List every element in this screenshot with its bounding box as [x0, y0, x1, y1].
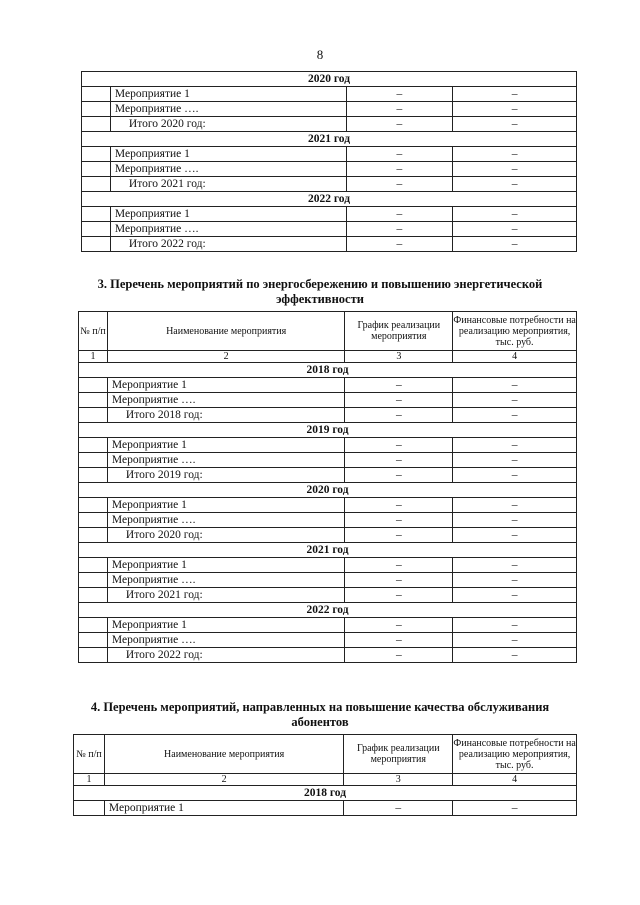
table-cell: Мероприятие ….: [107, 633, 344, 648]
table-row: [82, 87, 577, 102]
column-numbers-row: [74, 774, 577, 786]
table-cell: –: [345, 513, 453, 528]
section4-title: [0, 700, 640, 730]
table-cell: 2021 год: [82, 132, 577, 147]
table-row: [82, 147, 577, 162]
table-cell: 2021 год: [79, 543, 577, 558]
empty-cell: [79, 618, 108, 633]
table-cell: –: [345, 528, 453, 543]
total-row: [82, 177, 577, 192]
table-cell: Мероприятие 1: [107, 438, 344, 453]
table-cell: Итого 2022 год:: [110, 237, 346, 252]
table-cell: –: [453, 513, 577, 528]
table-cell: –: [453, 162, 577, 177]
table-cell: Мероприятие 1: [107, 498, 344, 513]
table-cell: –: [453, 528, 577, 543]
total-row: [79, 408, 577, 423]
year-row: [82, 192, 577, 207]
page-number: 8: [316, 47, 324, 62]
table-cell: –: [346, 117, 453, 132]
table-cell: –: [453, 498, 577, 513]
table-row: [79, 498, 577, 513]
section3-table: [78, 311, 577, 663]
col-header-schedule: График реализации мероприятия: [344, 735, 453, 774]
table-cell: Мероприятие 1: [110, 147, 346, 162]
year-row: [79, 603, 577, 618]
table-cell: Итого 2019 год:: [107, 468, 344, 483]
col-header-finance: Финансовые потребности на реализацию мероприятия, тыс. руб.: [453, 735, 577, 774]
empty-cell: [79, 438, 108, 453]
table-cell: –: [453, 378, 577, 393]
empty-cell: [82, 207, 111, 222]
empty-cell: [79, 573, 108, 588]
table-cell: –: [453, 618, 577, 633]
table-cell: Мероприятие ….: [110, 102, 346, 117]
table-cell: –: [346, 237, 453, 252]
table-cell: Мероприятие 1: [110, 87, 346, 102]
table-cell: –: [453, 393, 577, 408]
table-cell: 2: [104, 774, 343, 786]
table-cell: –: [453, 573, 577, 588]
table-cell: –: [345, 438, 453, 453]
year-row: [79, 543, 577, 558]
table-row: [74, 801, 577, 816]
col-header-number: № п/п: [74, 735, 105, 774]
table-cell: –: [453, 633, 577, 648]
empty-cell: [79, 408, 108, 423]
col-header-name: Наименование мероприятия: [104, 735, 343, 774]
table-cell: 2018 год: [74, 786, 577, 801]
table-cell: –: [345, 393, 453, 408]
section4-table: [73, 734, 577, 816]
year-row: [74, 786, 577, 801]
empty-cell: [82, 222, 111, 237]
table-cell: –: [453, 222, 577, 237]
empty-cell: [74, 801, 105, 816]
col-header-finance: Финансовые потребности на реализацию мероприятия, тыс. руб.: [453, 312, 577, 351]
table-cell: –: [345, 558, 453, 573]
header-row: [79, 312, 577, 351]
table-cell: Мероприятие 1: [110, 207, 346, 222]
table-cell: –: [346, 147, 453, 162]
table-cell: 3. Перечень мероприятий по энергосбережению и повышению энергетической: [97, 277, 543, 291]
table-cell: –: [453, 468, 577, 483]
table-cell: –: [345, 618, 453, 633]
empty-cell: [79, 513, 108, 528]
empty-cell: [79, 528, 108, 543]
table-cell: –: [453, 453, 577, 468]
table-cell: –: [344, 801, 453, 816]
table-cell: –: [453, 87, 577, 102]
table-cell: эффективности: [276, 292, 364, 306]
table-cell: Итого 2020 год:: [110, 117, 346, 132]
section3-title: [0, 277, 640, 307]
total-row: [82, 237, 577, 252]
table-cell: –: [346, 162, 453, 177]
empty-cell: [82, 237, 111, 252]
table-cell: –: [345, 408, 453, 423]
table-cell: –: [345, 498, 453, 513]
table-cell: –: [453, 801, 577, 816]
total-row: [82, 117, 577, 132]
table-cell: 4: [453, 774, 577, 786]
table-row: [82, 102, 577, 117]
table-cell: Мероприятие ….: [110, 162, 346, 177]
table-cell: 2020 год: [82, 72, 577, 87]
table-cell: 2: [107, 351, 344, 363]
table-cell: –: [345, 588, 453, 603]
empty-cell: [82, 102, 111, 117]
total-row: [79, 528, 577, 543]
year-row: [79, 483, 577, 498]
table-cell: –: [345, 378, 453, 393]
table-cell: –: [453, 237, 577, 252]
table-cell: –: [453, 147, 577, 162]
table-cell: –: [346, 87, 453, 102]
table-cell: 2018 год: [79, 363, 577, 378]
table-cell: –: [453, 102, 577, 117]
empty-cell: [79, 378, 108, 393]
year-row: [79, 363, 577, 378]
table-row: [79, 378, 577, 393]
table-cell: Мероприятие 1: [107, 558, 344, 573]
table-row: [79, 573, 577, 588]
table-cell: –: [453, 648, 577, 663]
empty-cell: [79, 453, 108, 468]
table-cell: 4. Перечень мероприятий, направленных на повышение качества обслуживания: [90, 700, 550, 714]
table-cell: –: [346, 102, 453, 117]
table-cell: 1: [79, 351, 108, 363]
table-cell: Мероприятие ….: [107, 393, 344, 408]
table-row: [79, 453, 577, 468]
table-cell: 2022 год: [82, 192, 577, 207]
table-cell: Мероприятие 1: [107, 618, 344, 633]
table-cell: –: [345, 453, 453, 468]
table-row: [79, 513, 577, 528]
empty-cell: [82, 162, 111, 177]
column-numbers-row: [79, 351, 577, 363]
table-cell: 2019 год: [79, 423, 577, 438]
empty-cell: [79, 498, 108, 513]
empty-cell: [79, 558, 108, 573]
table-row: [79, 633, 577, 648]
table-row: [82, 222, 577, 237]
empty-cell: [82, 177, 111, 192]
table-row: [79, 393, 577, 408]
empty-cell: [79, 588, 108, 603]
table-cell: –: [346, 207, 453, 222]
table-cell: 1: [74, 774, 105, 786]
table-cell: –: [346, 222, 453, 237]
table-row: [79, 558, 577, 573]
total-row: [79, 648, 577, 663]
table-cell: Мероприятие ….: [107, 573, 344, 588]
table-cell: –: [346, 177, 453, 192]
table-cell: Итого 2018 год:: [107, 408, 344, 423]
top-table: [81, 71, 577, 252]
table-cell: абонентов: [291, 715, 349, 729]
table-cell: Мероприятие 1: [104, 801, 343, 816]
table-cell: Мероприятие ….: [107, 453, 344, 468]
table-cell: Мероприятие ….: [110, 222, 346, 237]
empty-cell: [79, 393, 108, 408]
total-row: [79, 468, 577, 483]
table-cell: 3: [344, 774, 453, 786]
table-cell: –: [453, 177, 577, 192]
total-row: [79, 588, 577, 603]
table-cell: –: [345, 648, 453, 663]
table-cell: Итого 2022 год:: [107, 648, 344, 663]
table-cell: –: [453, 207, 577, 222]
empty-cell: [82, 117, 111, 132]
table-cell: Мероприятие ….: [107, 513, 344, 528]
table-cell: 2022 год: [79, 603, 577, 618]
col-header-number: № п/п: [79, 312, 108, 351]
year-row: [82, 132, 577, 147]
table-cell: 3: [345, 351, 453, 363]
table-cell: Итого 2021 год:: [107, 588, 344, 603]
empty-cell: [79, 468, 108, 483]
table-cell: 4: [453, 351, 577, 363]
table-cell: –: [453, 117, 577, 132]
table-cell: –: [345, 633, 453, 648]
table-cell: 2020 год: [79, 483, 577, 498]
table-cell: –: [453, 558, 577, 573]
empty-cell: [79, 633, 108, 648]
table-row: [79, 618, 577, 633]
table-cell: Итого 2020 год:: [107, 528, 344, 543]
table-cell: Мероприятие 1: [107, 378, 344, 393]
empty-cell: [82, 147, 111, 162]
year-row: [79, 423, 577, 438]
empty-cell: [79, 648, 108, 663]
table-cell: –: [345, 573, 453, 588]
table-cell: –: [345, 468, 453, 483]
table-row: [82, 162, 577, 177]
empty-cell: [82, 87, 111, 102]
year-row: [82, 72, 577, 87]
table-cell: –: [453, 588, 577, 603]
header-row: [74, 735, 577, 774]
table-cell: –: [453, 408, 577, 423]
col-header-name: Наименование мероприятия: [107, 312, 344, 351]
table-cell: –: [453, 438, 577, 453]
col-header-schedule: График реализации мероприятия: [345, 312, 453, 351]
table-row: [79, 438, 577, 453]
table-row: [82, 207, 577, 222]
table-cell: Итого 2021 год:: [110, 177, 346, 192]
